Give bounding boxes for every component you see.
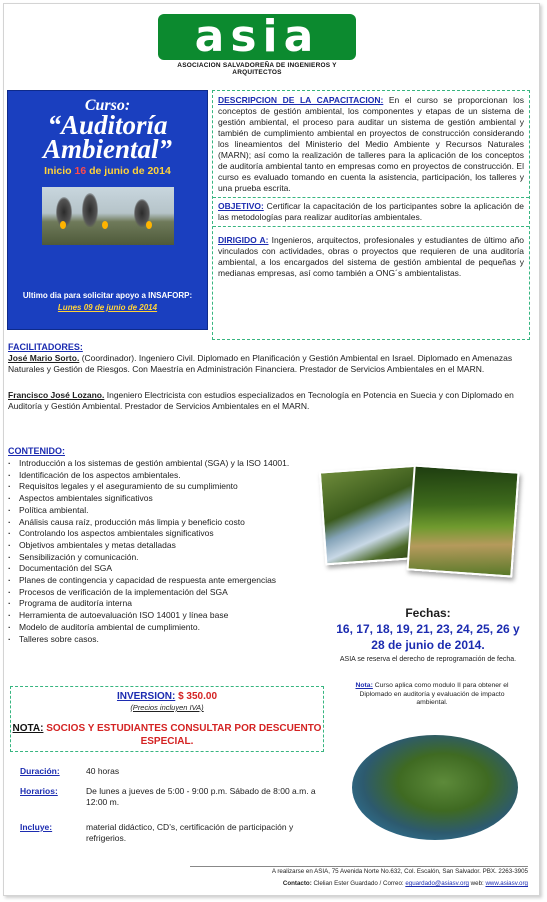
list-item: · Sensibilización y comunicación. — [8, 552, 330, 564]
list-item: · Herramienta de autoevaluación ISO 14001 y línea base — [8, 610, 330, 622]
course-label: Curso: — [84, 97, 131, 114]
course-banner — [7, 90, 208, 330]
list-item: · Controlando los aspectos ambientales significativos — [8, 528, 330, 540]
contact-label: Contacto: — [282, 880, 312, 887]
list-item: · Identificación de los aspectos ambientales. — [8, 470, 330, 482]
objective-text: Certificar la capacitación de los participantes sobre la aplicación de las metodologías para realizar auditorías ambientales. — [218, 201, 524, 222]
list-item: · Talleres sobre casos. — [8, 634, 330, 646]
investment-box — [10, 686, 324, 752]
description-heading: DESCRIPCION DE LA CAPACITACION: — [218, 95, 384, 105]
website-link[interactable]: www.asiasv.org — [485, 880, 528, 887]
description-box — [212, 90, 530, 340]
contact-name: Clelian Ester Guardado / Correo: — [311, 880, 406, 887]
start-suffix: de junio de 2014 — [86, 165, 171, 177]
footer-contact — [180, 880, 528, 887]
dates-note: ASIA se reserva el derecho de reprogramación de fecha. — [339, 656, 517, 663]
deadline-date: Lunes 09 de junio de 2014 — [57, 303, 158, 312]
duration-label: Duración: — [20, 766, 60, 776]
deadline-text: Ultimo dia para solicitar apoyo a INSAFORP: — [22, 291, 193, 300]
content-heading: CONTENIDO: — [8, 446, 65, 456]
facilitators-section — [8, 342, 533, 414]
logo-wordmark: asia — [158, 14, 356, 60]
schedule-label: Horarios: — [20, 786, 58, 796]
target-paragraph — [218, 235, 524, 279]
description-paragraph — [218, 95, 524, 194]
coastline-aerial-photo — [352, 735, 518, 840]
industrial-smoke-photo — [42, 187, 174, 245]
discount-note-text: SOCIOS Y ESTUDIANTES CONSULTAR POR DESCUENTO ESPECIAL. — [43, 723, 322, 747]
web-label: web: — [468, 880, 486, 887]
facilitator-1 — [8, 353, 533, 375]
list-item: · Análisis causa raíz, producción más limpia y beneficio costo — [8, 517, 330, 529]
list-item: · Planes de contingencia y capacidad de respuesta ante emergencias — [8, 575, 330, 587]
list-item: · Programa de auditoría interna — [8, 598, 330, 610]
dates-line-1: 16, 17, 18, 19, 21, 23, 24, 25, 26 y — [336, 622, 520, 636]
dates-heading: Fechas: — [405, 606, 451, 620]
objective-paragraph — [218, 201, 524, 223]
dates-line-2: 28 de junio de 2014. — [371, 638, 485, 652]
schedule-value: De lunes a jueves de 5:00 - 9:00 p.m. Sábado de 8:00 a.m. a 12:00 m. — [86, 786, 316, 807]
description-text: En el curso se proporcionan los conceptos de gestión ambiental, los componentes y etapas de un sistema de gestión ambiental, el proceso para auditar un sistema de gestión ambiental y también de cumplimiento ambiental en proyectos de construcción considerando los lineamientos del Ministerio del Medio Ambiente y Recursos Naturales (MARN); así como la realización de talleres para la aplicación de los conceptos de auditoría ambiental tanto en empresas como en proyectos de construcción. El curso es evaluado tomando en cuenta la asistencia, participación, los talleres y una prueba escrita. — [218, 95, 524, 193]
facilitator-1-bio: (Coordinador). Ingeniero Civil. Diplomado en Planificación y Gestión Ambiental en Israel. Diplomado en Amenazas Naturales y Gestión de Riesgos. Con Maestría en Administración Financiera. Prestador de Servicios Ambientales en el MARN. — [8, 353, 513, 374]
footer-divider — [190, 866, 528, 867]
footer-address: A realizarse en ASIA, 75 Avenida Norte No.632, Col. Escalón, San Salvador. PBX. 2263-3905 — [271, 868, 528, 875]
target-text: Ingenieros, arquitectos, profesionales y estudiantes de último año vinculados con actividades, obras o proyectos que requieren de una auditoría ambiental, a los encargados del sistema de gestión ambiental de pequeñas y medianas empresas, así como también a ONG´s ambientalistas. — [218, 235, 524, 278]
target-heading: DIRIGIDO A: — [218, 235, 269, 245]
discount-note — [11, 722, 323, 748]
facilitator-2 — [8, 390, 533, 412]
list-item: · Introducción a los sistemas de gestión ambiental (SGA) y la ISO 14001. — [8, 458, 330, 470]
facilitator-2-name: Francisco José Lozano. — [8, 390, 105, 400]
objective-heading: OBJETIVO: — [218, 201, 264, 211]
discount-note-label: NOTA: — [12, 723, 44, 734]
includes-value: material didáctico, CD’s, certificación de participación y refrigerios. — [86, 822, 294, 843]
start-prefix: Inicio — [44, 165, 75, 177]
facilitator-2-bio: Ingeniero Electricista con estudios especializados en Tecnología en Potencia en Suecia y con Diplomado en Auditoría y Gestión Ambiental. Prestador de Servicios Ambientales en el MARN. — [8, 390, 514, 411]
list-item: · Política ambiental. — [8, 505, 330, 517]
list-item: · Requisitos legales y el aseguramiento de su cumplimiento — [8, 481, 330, 493]
list-item: · Aspectos ambientales significativos — [8, 493, 330, 505]
diploma-note — [352, 682, 512, 708]
list-item: · Modelo de auditoría ambiental de cumplimiento. — [8, 622, 330, 634]
diploma-note-text: Curso aplica como modulo II para obtener el Diplomado en auditoría y evaluación de impacto ambiental. — [359, 682, 509, 706]
investment-label: INVERSION: — [116, 691, 176, 702]
dates-section — [330, 606, 526, 664]
start-day: 16 — [74, 165, 87, 177]
duration-value: 40 horas — [86, 766, 120, 776]
logo-subtitle: ASOCIACION SALVADOREÑA DE INGENIEROS Y ARQUITECTOS — [177, 62, 337, 76]
facilitator-1-name: José Mario Sorto. — [8, 353, 80, 363]
investment-amount: $ 350.00 — [175, 691, 218, 702]
forest-path-photo — [406, 464, 519, 577]
list-item: · Procesos de verificación de la implementación del SGA — [8, 587, 330, 599]
email-link[interactable]: eguardado@asiasv.org — [405, 880, 469, 887]
course-title: “Auditoría Ambiental” — [42, 110, 172, 164]
diploma-note-heading: Nota: — [355, 682, 373, 689]
list-item: · Documentación del SGA — [8, 563, 330, 575]
asia-logo — [158, 11, 356, 76]
iva-note: (Precios incluyen IVA) — [130, 703, 204, 712]
course-start-date — [8, 165, 207, 177]
facilitators-heading: FACILITADORES: — [8, 342, 83, 352]
includes-label: Incluye: — [20, 822, 53, 832]
content-list — [8, 458, 330, 645]
investment-line — [11, 691, 323, 702]
list-item: · Objetivos ambientales y metas detalladas — [8, 540, 330, 552]
